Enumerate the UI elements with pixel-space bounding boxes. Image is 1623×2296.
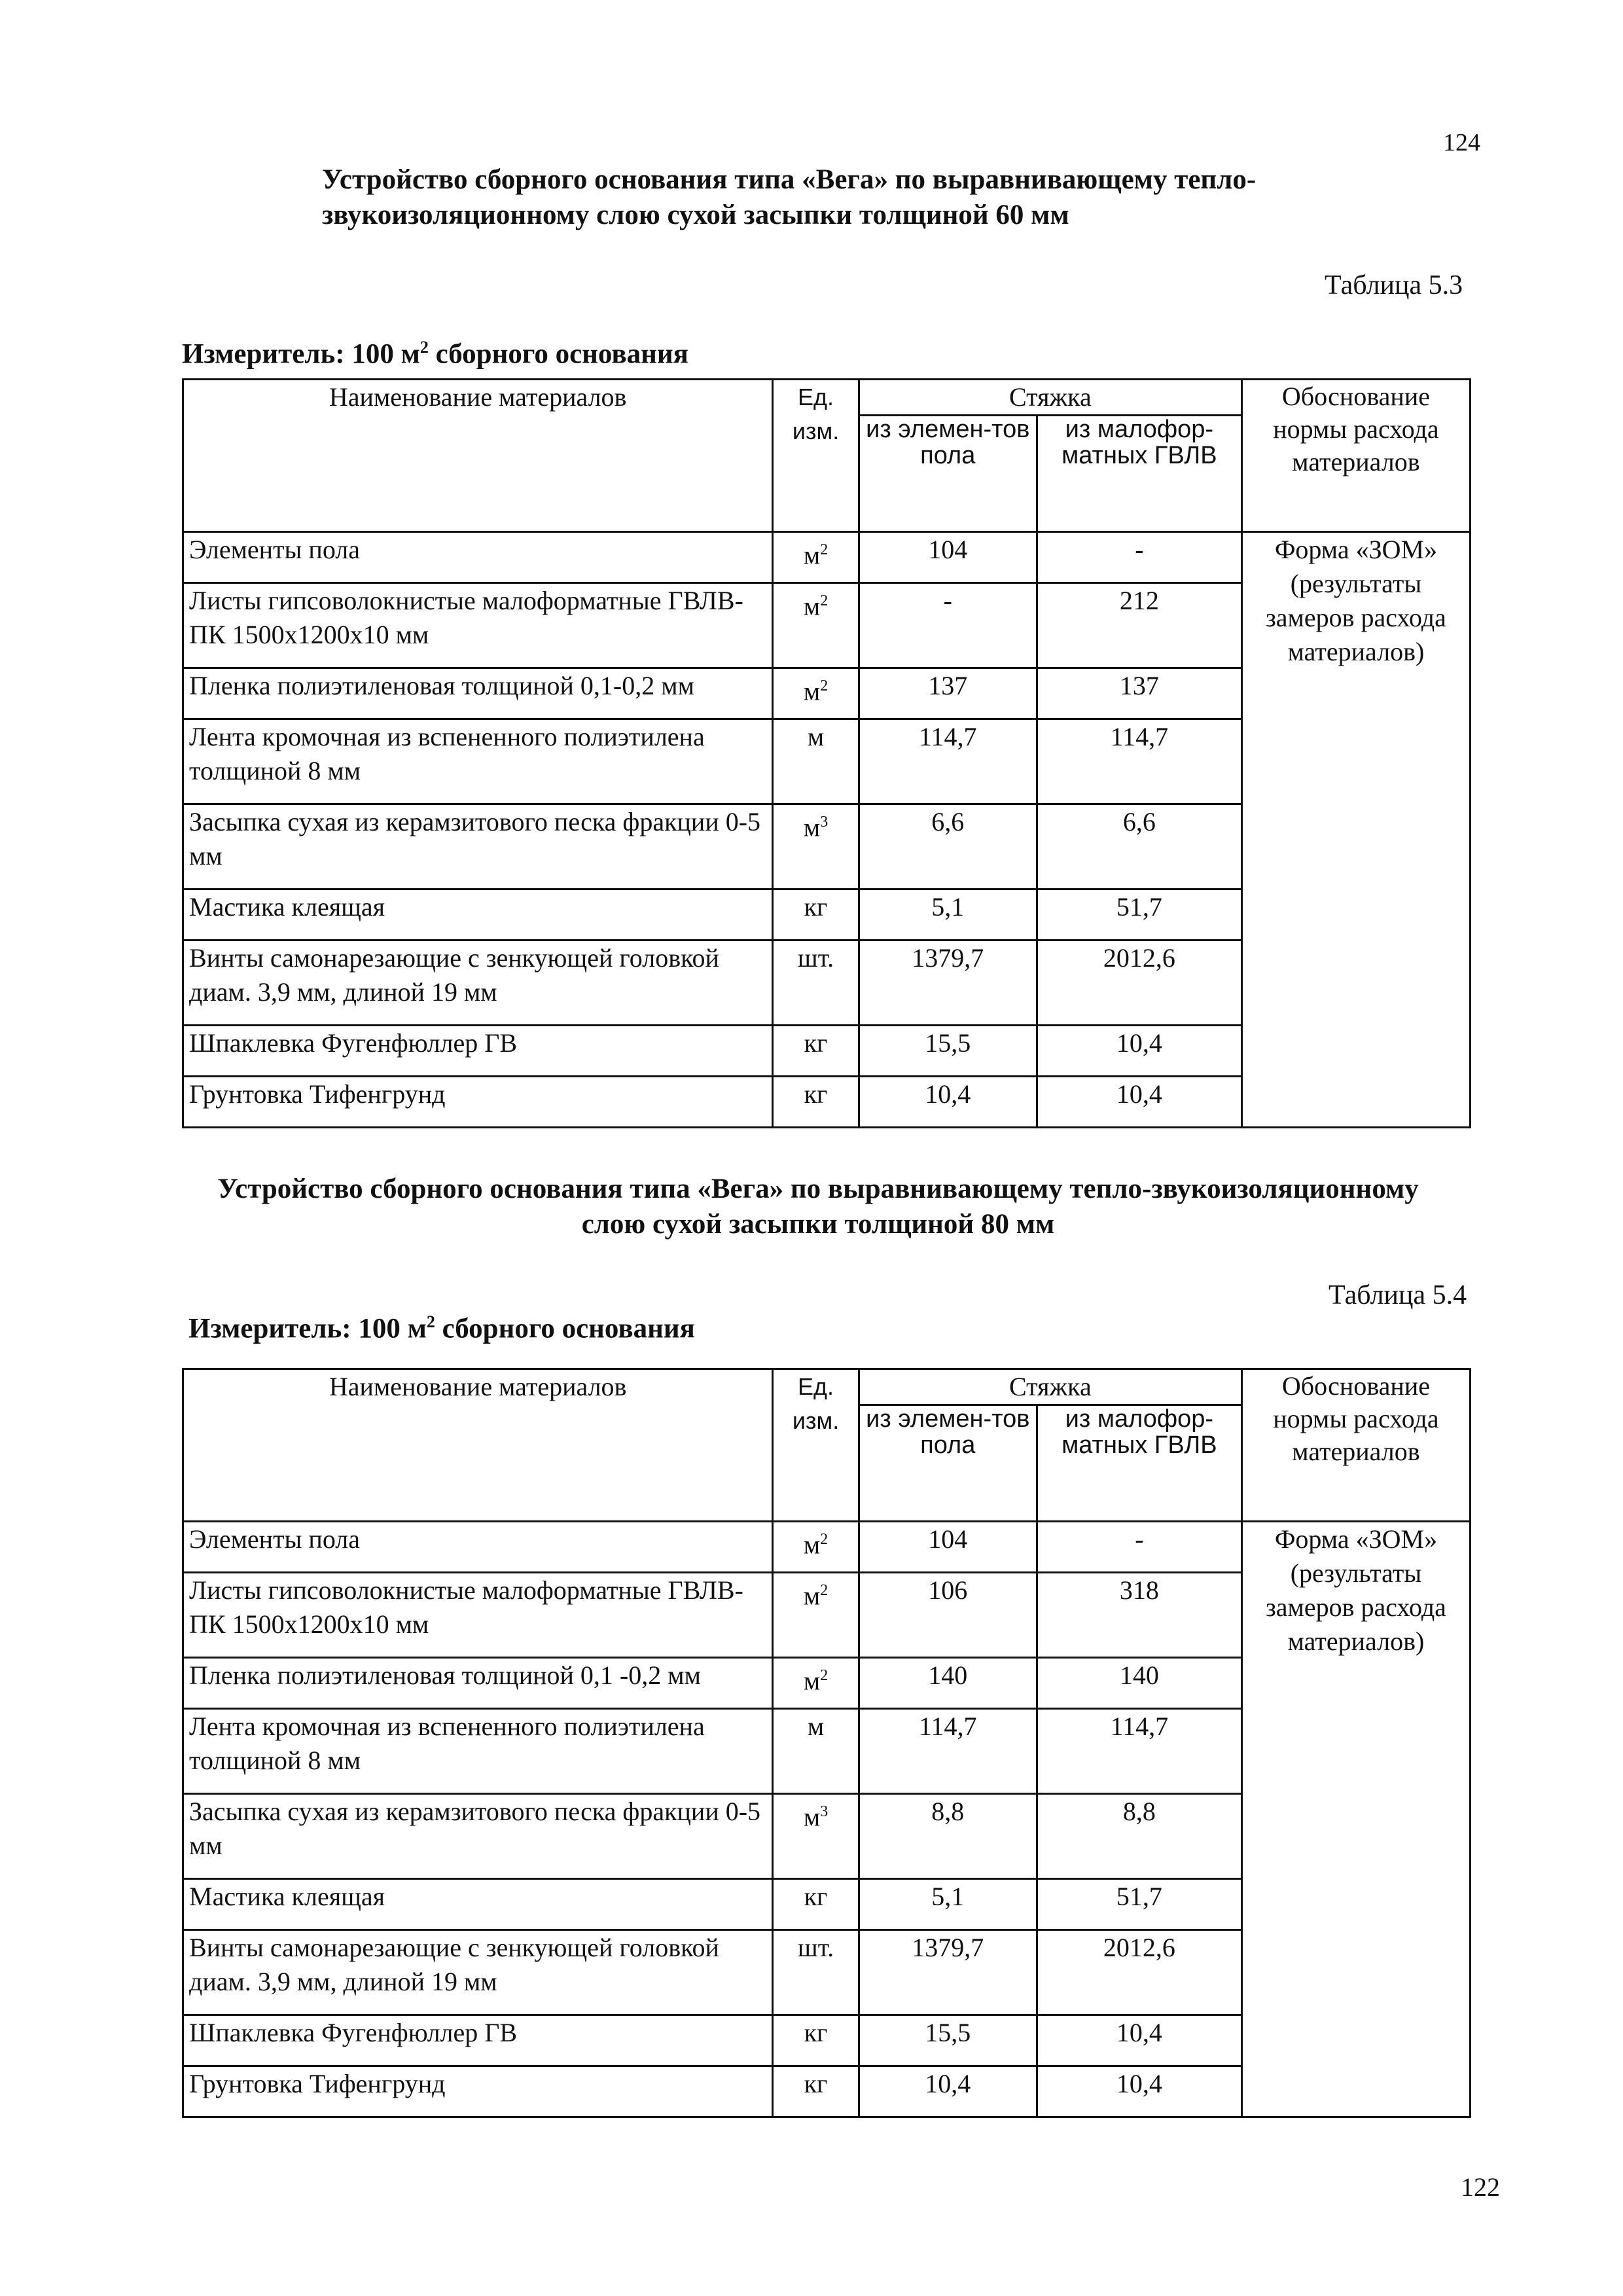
unit-text: кг: [804, 1882, 828, 1911]
screed-a-value: 114,7: [859, 1709, 1037, 1794]
unit-cell: [773, 1879, 859, 1930]
screed-b-value: 10,4: [1037, 1026, 1241, 1077]
material-name-cell: Шпаклевка Фугенфюллер ГВ: [183, 2015, 773, 2066]
material-name-cell: Элементы пола: [183, 1522, 773, 1573]
screed-b-value: 51,7: [1037, 1879, 1241, 1930]
header-screed-a: из элемен-тов пола: [859, 416, 1037, 532]
screed-a-value: 104: [859, 532, 1037, 583]
header-screed: Стяжка: [859, 1369, 1241, 1405]
basis-cell: Форма «ЗОМ» (результаты замеров расхода материалов): [1241, 1522, 1470, 2117]
header-screed-b: из малофор-матных ГВЛВ: [1037, 1405, 1241, 1522]
unit-cell: [773, 804, 859, 889]
unit-text: кг: [804, 892, 828, 922]
section-title: Устройство сборного основания типа «Вега» по выравнивающему тепло-звукоизоляционному слою сухой засыпки толщиной 60 мм: [322, 164, 1257, 230]
unit-cell: [773, 583, 859, 668]
screed-b-value: 8,8: [1037, 1794, 1241, 1879]
unit-cell: [773, 1930, 859, 2015]
header-name: Наименование материалов: [183, 380, 773, 532]
header-basis: Обоснование нормы расхода материалов: [1241, 1369, 1470, 1522]
section-title: Устройство сборного основания типа «Вега» по выравнивающему тепло-звукоизоляционному слою сухой засыпки толщиной 80 мм: [217, 1174, 1419, 1240]
unit-cell: [773, 1794, 859, 1879]
unit-exponent: 2: [820, 1667, 829, 1684]
screed-b-value: 10,4: [1037, 2066, 1241, 2117]
screed-b-value: 140: [1037, 1658, 1241, 1709]
unit-cell: [773, 1026, 859, 1077]
material-name-cell: Винты самонарезающие с зенкующей головкой диам. 3,9 мм, длиной 19 мм: [183, 1930, 773, 2015]
header-unit: Ед. изм.: [773, 380, 859, 532]
unit-cell: [773, 1522, 859, 1573]
screed-a-value: 137: [859, 668, 1037, 719]
unit-exponent: 2: [820, 592, 829, 609]
table-row: [183, 532, 1471, 583]
screed-b-value: 137: [1037, 668, 1241, 719]
material-name-cell: Мастика клеящая: [183, 889, 773, 941]
screed-b-value: 212: [1037, 583, 1241, 668]
measure-unit-caption: Измеритель: 100 $м^2$ сборного основания: [188, 1312, 695, 1344]
unit-cell: [773, 668, 859, 719]
unit-text: м: [807, 722, 825, 751]
screed-a-value: 5,1: [859, 889, 1037, 941]
screed-a-value: 10,4: [859, 1077, 1037, 1128]
material-name-cell: Лента кромочная из вспененного полиэтилена толщиной 8 мм: [183, 1709, 773, 1794]
screed-a-value: 140: [859, 1658, 1037, 1709]
table-row: [183, 1522, 1471, 1573]
unit-text: кг: [804, 2018, 828, 2047]
unit-text: м: [803, 1802, 821, 1832]
material-name-cell: Винты самонарезающие с зенкующей головкой диам. 3,9 мм, длиной 19 мм: [183, 941, 773, 1026]
table-label: Таблица 5.4: [1329, 1280, 1467, 1310]
material-name-cell: Листы гипсоволокнистые малоформатные ГВЛВ-ПК 1500х1200х10 мм: [183, 1573, 773, 1658]
material-name-cell: Лента кромочная из вспененного полиэтилена толщиной 8 мм: [183, 719, 773, 804]
screed-a-value: 1379,7: [859, 941, 1037, 1026]
material-name-cell: Пленка полиэтиленовая толщиной 0,1-0,2 мм: [183, 668, 773, 719]
header-screed: Стяжка: [859, 380, 1241, 416]
materials-table: [182, 378, 1471, 1128]
unit-cell: [773, 719, 859, 804]
header-unit: Ед. изм.: [773, 1369, 859, 1522]
screed-b-value: 2012,6: [1037, 1930, 1241, 2015]
unit-text: м: [803, 591, 821, 621]
unit-cell: [773, 1658, 859, 1709]
screed-b-value: 114,7: [1037, 719, 1241, 804]
unit-cell: [773, 2066, 859, 2117]
unit-cell: [773, 1077, 859, 1128]
screed-b-value: 6,6: [1037, 804, 1241, 889]
materials-table: [182, 1368, 1471, 2118]
material-name-cell: Грунтовка Тифенгрунд: [183, 1077, 773, 1128]
material-name-cell: Засыпка сухая из керамзитового песка фракции 0-5 мм: [183, 1794, 773, 1879]
unit-exponent: 2: [820, 541, 829, 558]
basis-cell: Форма «ЗОМ» (результаты замеров расхода материалов): [1241, 532, 1470, 1128]
screed-a-value: 8,8: [859, 1794, 1037, 1879]
screed-a-value: 15,5: [859, 2015, 1037, 2066]
unit-exponent: 2: [820, 677, 829, 694]
unit-exponent: 3: [820, 814, 829, 831]
material-name-cell: Засыпка сухая из керамзитового песка фракции 0-5 мм: [183, 804, 773, 889]
screed-b-value: -: [1037, 1522, 1241, 1573]
screed-a-value: 15,5: [859, 1026, 1037, 1077]
screed-a-value: 10,4: [859, 2066, 1037, 2117]
material-name-cell: Пленка полиэтиленовая толщиной 0,1 -0,2 мм: [183, 1658, 773, 1709]
unit-cell: [773, 532, 859, 583]
unit-exponent: 3: [820, 1803, 829, 1820]
screed-b-value: 318: [1037, 1573, 1241, 1658]
unit-text: м: [803, 1666, 821, 1696]
unit-text: кг: [804, 1028, 828, 1058]
page-number-bottom: 122: [1461, 2172, 1500, 2202]
unit-cell: [773, 1573, 859, 1658]
screed-a-value: -: [859, 583, 1037, 668]
screed-a-value: 106: [859, 1573, 1037, 1658]
screed-b-value: -: [1037, 532, 1241, 583]
screed-a-value: 114,7: [859, 719, 1037, 804]
screed-b-value: 10,4: [1037, 1077, 1241, 1128]
screed-b-value: 10,4: [1037, 2015, 1241, 2066]
unit-cell: [773, 2015, 859, 2066]
screed-b-value: 114,7: [1037, 1709, 1241, 1794]
screed-a-value: 104: [859, 1522, 1037, 1573]
material-name-cell: Грунтовка Тифенгрунд: [183, 2066, 773, 2117]
screed-b-value: 51,7: [1037, 889, 1241, 941]
header-screed-b: из малофор-матных ГВЛВ: [1037, 416, 1241, 532]
unit-exponent: 2: [820, 1531, 829, 1548]
unit-text: м: [803, 1530, 821, 1560]
unit-text: кг: [804, 2069, 828, 2098]
unit-cell: [773, 941, 859, 1026]
unit-text: шт.: [797, 943, 834, 973]
material-name-cell: Листы гипсоволокнистые малоформатные ГВЛВ-ПК 1500х1200х10 мм: [183, 583, 773, 668]
measure-unit-caption: Измеритель: 100 $м^2$ сборного основания: [182, 338, 688, 370]
unit-text: шт.: [797, 1933, 834, 1962]
screed-a-value: 6,6: [859, 804, 1037, 889]
header-basis: Обоснование нормы расхода материалов: [1241, 380, 1470, 532]
screed-a-value: 1379,7: [859, 1930, 1037, 2015]
header-name: Наименование материалов: [183, 1369, 773, 1522]
unit-text: м: [803, 540, 821, 570]
screed-a-value: 5,1: [859, 1879, 1037, 1930]
unit-text: м: [803, 676, 821, 706]
header-screed-a: из элемен-тов пола: [859, 1405, 1037, 1522]
unit-text: м: [803, 1581, 821, 1611]
unit-text: м: [803, 812, 821, 842]
unit-cell: [773, 1709, 859, 1794]
unit-text: кг: [804, 1079, 828, 1109]
screed-b-value: 2012,6: [1037, 941, 1241, 1026]
unit-exponent: 2: [820, 1582, 829, 1599]
material-name-cell: Мастика клеящая: [183, 1879, 773, 1930]
page-number-top: 124: [1443, 129, 1480, 156]
material-name-cell: Элементы пола: [183, 532, 773, 583]
unit-cell: [773, 889, 859, 941]
table-label: Таблица 5.3: [1325, 270, 1463, 300]
material-name-cell: Шпаклевка Фугенфюллер ГВ: [183, 1026, 773, 1077]
unit-text: м: [807, 1712, 825, 1741]
